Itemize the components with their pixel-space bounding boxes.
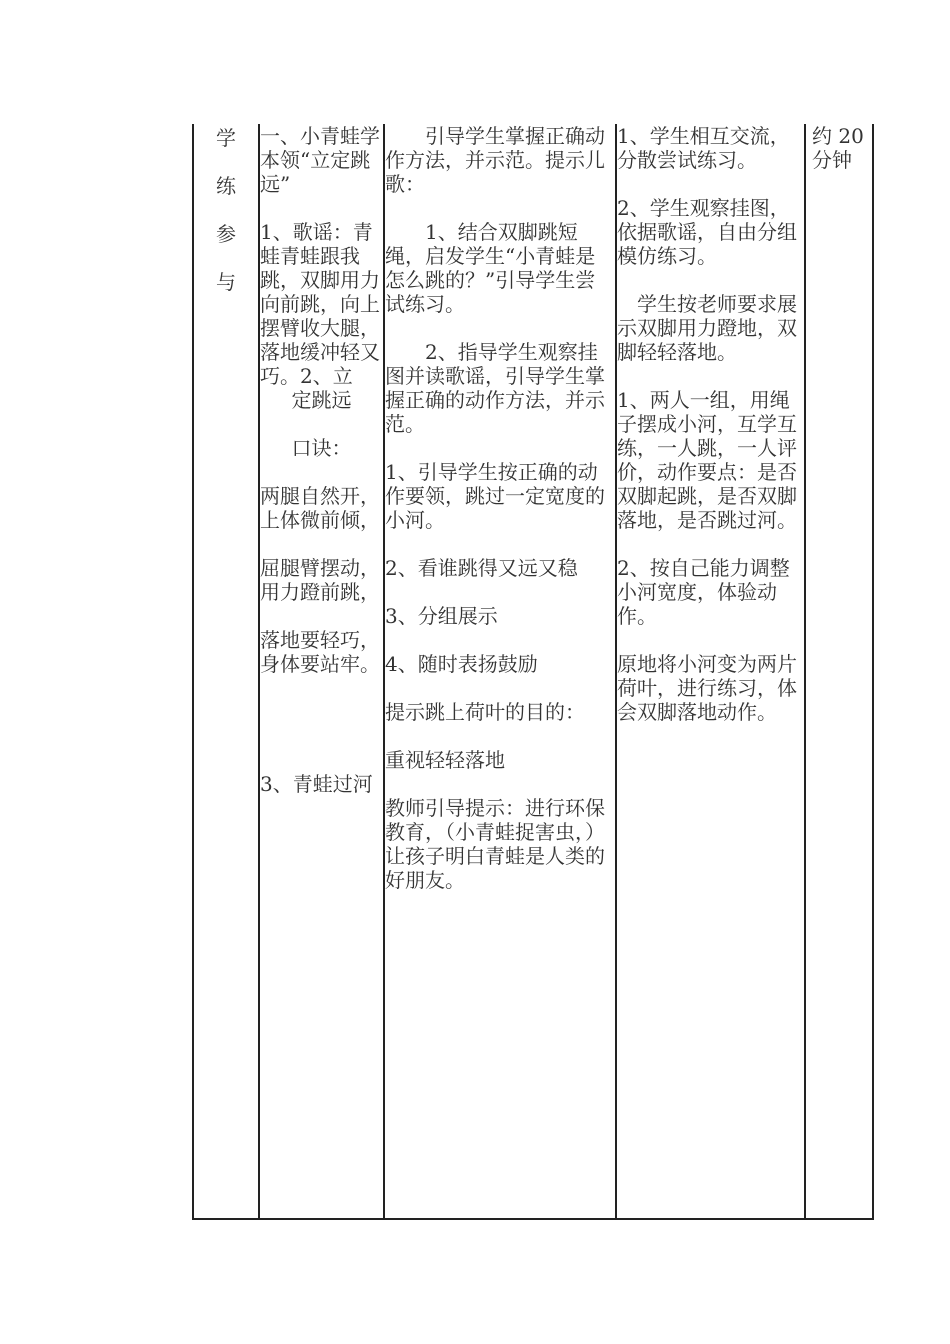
chant-line: 两腿自然开，上体微前倾， [260, 484, 380, 532]
student-activity: 原地将小河变为两片荷叶，进行练习，体会双脚落地动作。 [617, 652, 797, 724]
lesson-plan-table [192, 124, 874, 1220]
student-activity: 1、学生相互交流，分散尝试练习。 [617, 124, 790, 172]
chant-line: 屈腿臂摆动，用力蹬前跳， [260, 556, 380, 604]
teacher-step: 2、指导学生观察挂图并读歌谣，引导学生掌握正确的动作方法，并示范。 [385, 340, 605, 436]
teacher-guide: 3、分组展示 [385, 604, 498, 628]
teacher-intro: 引导学生掌握正确动作方法，并示范。提示儿歌： [385, 124, 605, 196]
student-cell [617, 124, 804, 724]
chant-label: 口诀： [291, 436, 352, 460]
column-divider-4 [804, 124, 806, 1220]
stage-char: 学 [216, 126, 236, 150]
table-border-bottom [192, 1218, 874, 1220]
student-activity: 2、学生观察挂图，依据歌谣，自由分组模仿练习。 [617, 196, 797, 268]
teacher-cell [385, 124, 615, 892]
teacher-step: 1、结合双脚跳短绳，启发学生“小青蛙是怎么跳的？”引导学生尝试练习。 [385, 220, 596, 316]
student-activity: 学生按老师要求展示双脚用力蹬地，双脚轻轻落地。 [617, 292, 797, 364]
content-cell [260, 124, 383, 796]
chant-line: 落地要轻巧，身体要站牢。 [260, 628, 380, 676]
stage-char: 参 [216, 222, 236, 246]
table-border-right [872, 124, 874, 1220]
stage-char: 与 [216, 270, 236, 294]
student-activity: 1、两人一组，用绳子摆成小河，互学互练，一人跳，一人评价，动作要点：是否双脚起跳，是否双脚落地，是否跳过河。 [617, 388, 797, 532]
content-song: 1、歌谣：青蛙青蛙跟我跳，双脚用力向前跳，向上摆臂收大腿，落地缓冲轻又巧。2、立 [260, 220, 380, 388]
stage-cell [194, 124, 258, 294]
teacher-lotus: 提示跳上荷叶的目的： [385, 700, 585, 724]
student-activity: 2、按自己能力调整小河宽度，体验动作。 [617, 556, 790, 628]
teacher-guide: 2、看谁跳得又远又稳 [385, 556, 578, 580]
content-item-3: 3、青蛙过河 [260, 772, 373, 796]
stage-char: 练 [216, 174, 236, 198]
teacher-eco: 教师引导提示：进行环保教育，（小青蛙捉害虫，）让孩子明白青蛙是人类的好朋友。 [385, 796, 605, 892]
teacher-landing: 重视轻轻落地 [385, 748, 505, 772]
teacher-guide: 1、引导学生按正确的动作要领，跳过一定宽度的小河。 [385, 460, 605, 532]
time-value: 约 20 分钟 [812, 124, 864, 172]
content-song-end: 定跳远 [291, 388, 352, 412]
teacher-guide: 4、随时表扬鼓励 [385, 652, 538, 676]
time-cell [806, 124, 872, 172]
content-title: 一、小青蛙学本领“立定跳远” [260, 124, 380, 196]
